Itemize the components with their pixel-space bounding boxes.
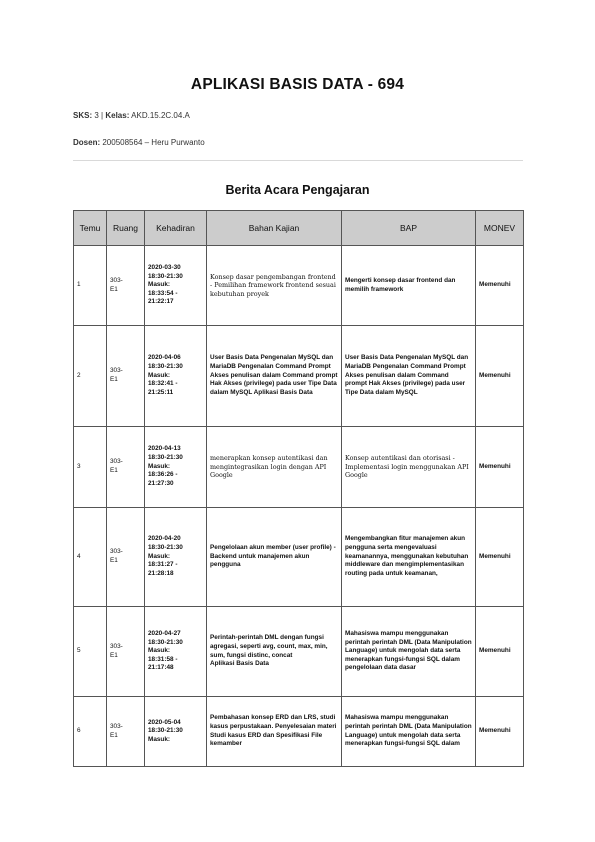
dosen-label: Dosen: <box>73 138 101 147</box>
sks-label: SKS: <box>73 111 93 120</box>
bahan-kajian-cell: Konsep dasar pengembangan frontend - Pemilihan framework frontend sesuai kebutuhan proyek <box>207 246 342 326</box>
ruang-cell: 303- E1 <box>107 508 145 607</box>
monev-cell: Memenuhi <box>476 427 524 508</box>
monev-cell: Memenuhi <box>476 607 524 697</box>
temu-cell: 6 <box>74 697 107 767</box>
bahan-kajian-cell: menerapkan konsep autentikasi dan mengintegrasikan login dengan API Google <box>207 427 342 508</box>
ruang-cell: 303- E1 <box>107 326 145 427</box>
kehadiran-cell: 2020-04-27 18:30-21:30 Masuk: 18:31:58 - 21:17:48 <box>145 607 207 697</box>
bahan-kajian-cell: Pengelolaan akun member (user profile) - Backend untuk manajemen akun pengguna <box>207 508 342 607</box>
table-row <box>74 246 524 326</box>
column-header-kehadiran: Kehadiran <box>145 211 207 246</box>
bap-cell: User Basis Data Pengenalan MySQL dan MariaDB Pengenalan Command Prompt Akses penulisan dalam Command prompt Hak Akses (privilege) pada user Tipe Data dalam MySQL <box>342 326 476 427</box>
bap-cell: Mahasiswa mampu menggunakan perintah perintah DML (Data Manipulation Language) untuk mengolah data serta menerapkan fungsi-fungsi SQL dalam <box>342 697 476 767</box>
kehadiran-cell: 2020-04-06 18:30-21:30 Masuk: 18:32:41 - 21:25:11 <box>145 326 207 427</box>
table-row <box>74 697 524 767</box>
column-header-ruang: Ruang <box>107 211 145 246</box>
column-header-bahan-kajian: Bahan Kajian <box>207 211 342 246</box>
kehadiran-cell: 2020-05-04 18:30-21:30 Masuk: <box>145 697 207 767</box>
course-title: APLIKASI BASIS DATA - 694 <box>190 76 405 93</box>
sks-value: 3 <box>94 111 99 120</box>
column-header-monev: MONEV <box>476 211 524 246</box>
monev-cell: Memenuhi <box>476 246 524 326</box>
dosen-value: 200508564 – Heru Purwanto <box>102 138 205 147</box>
temu-cell: 5 <box>74 607 107 697</box>
monev-cell: Memenuhi <box>476 508 524 607</box>
kelas-label: Kelas: <box>105 111 130 120</box>
column-header-temu: Temu <box>74 211 107 246</box>
ruang-cell: 303- E1 <box>107 246 145 326</box>
bap-cell: Mengembangkan fitur manajemen akun pengguna serta mengevaluasi keamanannya, menggunakan kebutuhan middleware dan mengimplementasikan routing pada untuk keamanan, <box>342 508 476 607</box>
kehadiran-cell: 2020-04-13 18:30-21:30 Masuk: 18:36:26 - 21:27:30 <box>145 427 207 508</box>
table-row <box>74 427 524 508</box>
table-header-row <box>74 211 524 246</box>
bahan-kajian-cell: User Basis Data Pengenalan MySQL dan MariaDB Pengenalan Command Prompt Akses penulisan dalam Command prompt Hak Akses (privilege) pada user Tipe Data dalam MySQL Aplikasi Basis Data <box>207 326 342 427</box>
column-header-bap: BAP <box>342 211 476 246</box>
temu-cell: 1 <box>74 246 107 326</box>
meta-separator: | <box>101 111 104 120</box>
table-row <box>74 508 524 607</box>
bap-cell: Mengerti konsep dasar frontend dan memilih framework <box>342 246 476 326</box>
ruang-cell: 303- E1 <box>107 607 145 697</box>
ruang-cell: 303- E1 <box>107 697 145 767</box>
monev-cell: Memenuhi <box>476 697 524 767</box>
bap-cell: Konsep autentikasi dan otorisasi - Implementasi login menggunakan API Google <box>342 427 476 508</box>
course-meta-line <box>73 111 190 120</box>
table-row <box>74 607 524 697</box>
kelas-value: AKD.15.2C.04.A <box>131 111 190 120</box>
section-title: Berita Acara Pengajaran <box>225 183 370 197</box>
kehadiran-cell: 2020-04-20 18:30-21:30 Masuk: 18:31:27 - 21:28:18 <box>145 508 207 607</box>
temu-cell: 4 <box>74 508 107 607</box>
ruang-cell: 303- E1 <box>107 427 145 508</box>
section-divider <box>73 160 523 161</box>
table-row <box>74 326 524 427</box>
temu-cell: 3 <box>74 427 107 508</box>
temu-cell: 2 <box>74 326 107 427</box>
lecturer-line <box>73 138 205 147</box>
kehadiran-cell: 2020-03-30 18:30-21:30 Masuk: 18:33:54 - 21:22:17 <box>145 246 207 326</box>
bahan-kajian-cell: Perintah-perintah DML dengan fungsi agregasi, seperti avg, count, max, min, sum, fungsi distinc, concat Aplikasi Basis Data <box>207 607 342 697</box>
bap-cell: Mahasiswa mampu menggunakan perintah perintah DML (Data Manipulation Language) untuk mengolah data serta menerapkan fungsi-fungsi SQL dalam pengelolaan data dasar <box>342 607 476 697</box>
teaching-report-table <box>73 210 524 767</box>
bahan-kajian-cell: Pembahasan konsep ERD dan LRS, studi kasus perpustakaan. Penyelesaian materi Studi kasus ERD dan Spesifikasi File kemamber <box>207 697 342 767</box>
monev-cell: Memenuhi <box>476 326 524 427</box>
